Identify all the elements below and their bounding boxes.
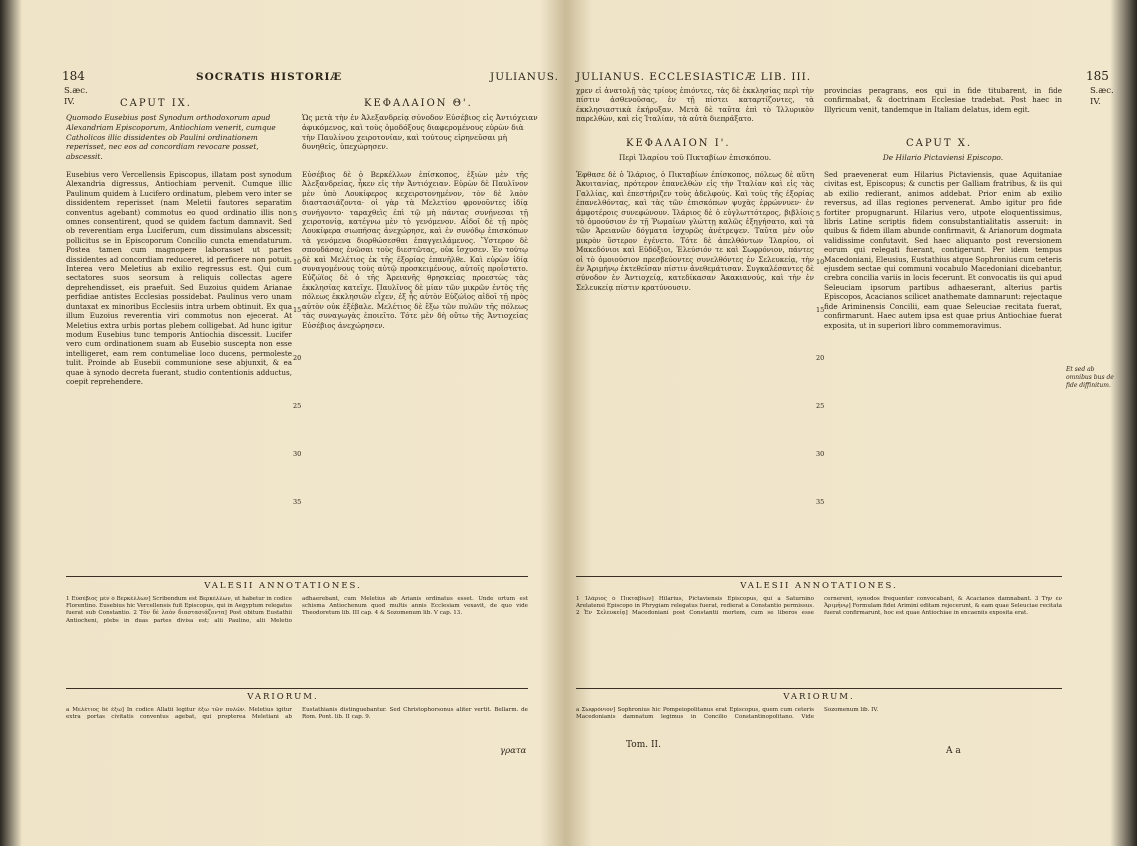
line-number: 25	[816, 402, 825, 410]
latin-column: Sed praevenerat eum Hilarius Pictaviensis, quae Aquitaniae civitas est, Episcopus; & cunctis per Galliam fratribus, & iis qui ab exilio redierant, animos addebat. Prior enim ab exilio reversus, ad illas regiones pervenerat. Ambo igitur pro fide fortiter propugnarunt. Hilarius vero, utpote eloquentissimus, libris Latine scriptis fidem consubstantialitatis asseruit: in quibus & fidem illam abunde confirmavit, & Arianorum dogmata validissime confutavit. Sed haec aliquanto post reversionem eorum qui relegati fuerant, contigerunt. Per idem tempus Macedoniani, Eleusius, Eustathius atque Sophronius cum ceteris ejusdem sectae qui communi vocabulo Macedoniani dicebantur, crebra concilia variis in locis fecerunt. Et convocatis iis qui apud Seleuciam ipsorum partibus adhaeserant, alterius partis Episcopos, Acacianos scilicet anathemate damnarunt: rejectaque fide Ariminensis Concilii, eam quae Seleuciae recitata fuerat, confirmarunt. Haec autem ipsa est quae prius Antiochiae fuerat exposita, ut in superiori libro commemoravimus.	[824, 170, 1062, 330]
line-number: 10	[816, 258, 825, 266]
margin-note: S.æc. IV.	[1090, 86, 1114, 107]
page-number: 184	[62, 69, 85, 83]
divider	[576, 576, 1062, 577]
chapter-heading-latin: CAPUT IX.	[120, 98, 192, 109]
line-number: 35	[816, 498, 825, 506]
line-number: 5	[293, 210, 298, 218]
greek-column: Ἐφθασε δὲ ὁ Ἱλάριος, ὁ Πικταβίων ἐπίσκοπος, πόλεως δὲ αὕτη Ἀκυιτανίας, πρότερον ἐπανελθών εἰς τὴν Ἰταλίαν καὶ εἰς τὰς Γαλλίας, καὶ ἐπεστήριζεν τοὺς ἀδελφούς. Καὶ τοὺς τῆς ἐξορίας ἐπανελθόντας, καὶ τὰς τῶν ἐπισκόπων ψυχὰς ἐρρώννυεν· ἐν ἀμφοτέροις συνεφώνουν. Ἱλάριος δὲ ὁ εὐγλωττότερος, βιβλίοις τὸ ὁμοούσιον ἐν τῇ Ῥωμαίων γλώττῃ καλῶς ἐξηγήσατο, καὶ τὰ τῶν Ἀρειανῶν δόγματα ἰσχυρῶς ἀνέτρεψεν. Ταῦτα μὲν οὖν μικρὸν ὕστερον ἐγένετο. Τότε δὲ ἀπελθόντων Ἱλαρίου, οἱ Μακεδόνιοι καὶ Εὐδόξιοι, Ἐλεύσιόν τε καὶ Σωφρόνιον, πάντες οἱ τὸ ὁμοιούσιον πρεσβεύοντες συνελθόντες ἐν Σελευκείᾳ, τὴν ἐν Ἀριμήνῳ ἐκτεθεῖσαν πίστιν ἀνεθεμάτισαν. Συγκαλέσαντες δὲ σύνοδον ἐν Ἀντιοχείᾳ, κατεδίκασαν Ἀκακιανούς, καὶ τὴν ἐν Σελευκείᾳ πίστιν κρατύνουσιν.	[576, 170, 814, 292]
line-number: 30	[293, 450, 302, 458]
running-title-right: JULIANUS.	[490, 71, 559, 83]
chapter-heading-latin: CAPUT X.	[906, 138, 972, 149]
side-margin-note: Et sed ab omnibus bus de fide diffinitum.	[1066, 366, 1114, 389]
line-number: 30	[816, 450, 825, 458]
notes-heading: VALESII ANNOTATIONES.	[740, 581, 898, 591]
catchword: γρατα	[500, 746, 527, 756]
chapter-heading-greek: ΚΕΦΑΛΑΙΟΝ Θ'.	[364, 98, 473, 109]
annotations: 1 Ἱλάριος ὁ Πικταβίων] Hilarius, Pictaviensis Episcopus, qui a Saturnino Arelatensi Episcopo in Phrygiam relegatus fuerat, redierat a Constantio permissus. 2 Ἐν Σελευκείᾳ] Macedoniani post Constantii mortem, cum se liberos esse cernerent, synodos frequenter convocabant, & Acacianos damnabant. 3 Τὴν ἐν Ἀριμήνῳ] Formulam fidei Arimini editam rejecerunt, & eam quae Seleuciae recitata fuerat confirmarunt, hoc est quae Antiochiae in encaeniis exposita erat.	[576, 596, 1062, 617]
latin-column-top: provincias peragrans, eos qui in fide titubarent, in fide confirmabat, & doctrinam Ecclesiae tradebat. Post haec in Illyricum venit, tandemque in Italiam delatus, idem egit.	[824, 86, 1062, 114]
running-title: JULIANUS. ECCLESIASTICÆ LIB. III.	[576, 71, 812, 83]
greek-column-top: χρεν εἰ ἀνατολῇ τὰς τρίους ἐπιόντες, τὰς δὲ ἐκκλησίας περὶ τὴν πίστιν ἀσθενοῦσας, ἐν τῇ πίστει καταρτίζοντες, τὰ ἐκκλησιαστικὰ ἐκήρυξαν. Μετὰ δὲ ταῦτα ἐπὶ τὸ Ἰλλυρικὸν παρελθὼν, καὶ εἰς Ἰταλίαν, τὰ αὐτὰ διεπράξατο.	[576, 86, 814, 124]
chapter-summary-latin: Quomodo Eusebius post Synodum orthodoxorum apud Alexandriam Episcoporum, Antiochiam venerit, cumque Catholicos illic dissidentes ob Paulini ordinationem reperisset, nec eos ad concordiam revocare posset, abscessit.	[66, 113, 276, 162]
divider	[66, 688, 528, 689]
notes-heading: VALESII ANNOTATIONES.	[204, 581, 362, 591]
line-number: 20	[293, 354, 302, 362]
divider	[66, 576, 528, 577]
variorum-heading: VARIORUM.	[783, 692, 855, 702]
annotations: 1 Εὐσέβιος μὲν ὁ Βερκέλλων] Scribendum est Βερκέλλων, ut habetur in codice Florentino. Eusebius hic Vercellensis fuit Episcopus, qui in Aegyptum relegatus fuerat sub Constantio. 2 Τὸν δὲ λαὸν διαστασιάζοντα] Post obitum Eustathii Antiocheni, plebs in duas partes divisa est; alii Paulino, alii Meletio adhaerebant, cum Meletius ab Arianis ordinatus esset. Unde ortum est schisma Antiochenum quod multis annis Ecclesiam vexavit, de quo vide Theodoretum lib. III cap. 4 & Sozomenum lib. V cap. 13.	[66, 596, 528, 624]
signature-mark: A a	[946, 746, 961, 756]
chapter-heading-greek: ΚΕΦΑΛΑΙΟΝ Ι'.	[626, 138, 731, 149]
variorum-heading: VARIORUM.	[247, 692, 319, 702]
line-number: 15	[816, 306, 825, 314]
greek-column: Εὐσέβιος δὲ ὁ Βερκέλλων ἐπίσκοπος, ἐξιὼν μὲν τῆς Ἀλεξανδρείας, ἧκεν εἰς τὴν Ἀντιόχειαν. Εὑρὼν δὲ Παυλῖνον μὲν ὑπὸ Λουκίφερος κεχειροτονημένον, τὸν δὲ λαὸν διαστασιάζοντα· οἱ γὰρ τὰ Μελετίου φρονοῦντες ἰδίᾳ συνήγοντο· ταραχθεὶς ἐπὶ τῷ μὴ πάντας συνῄνεσαι τῇ χειροτονίᾳ, κατέγνω μὲν τὸ γενόμενον. Αἰδοῖ δὲ τῇ πρὸς Λουκίφερα σιωπήσας ἀνεχώρησε, καὶ ἐν συνόδῳ ἐπισκόπων τὰ γενόμενα διορθώσεσθαι ἐπαγγειλάμενος. Ὕστερον δὲ σπουδάσας ἑνῶσαι τοὺς διεστῶτας, οὐκ ἴσχυσεν. Ἐν τούτῳ δὲ καὶ Μελέτιος ἐκ τῆς ἐξορίας ἐπανῆλθε. Καὶ εὑρὼν ἰδίᾳ συναγομένους τοὺς αὐτῷ προσκειμένους, αὐτοῖς προΐστατο. Εὐζώϊος δὲ ὁ τῆς Ἀρειανῆς θρησκείας προεστὼς τὰς ἐκκλησίας κατεῖχε. Παυλῖνος δὲ μίαν τῶν μικρῶν ἐντὸς τῆς πόλεως ἐκκλησιῶν εἶχεν, ἐξ ἧς αὐτὸν Εὐζώϊος αἰδοῖ τῇ πρὸς αὐτὸν οὐκ ἐξέβαλε. Μελέτιος δὲ ἔξω τῶν πυλῶν τῆς πόλεως τὰς συναγωγὰς ἐποιεῖτο. Τότε μὲν δὴ οὕτω τῆς Ἀντιοχείας Εὐσέβιος ἀνεχώρησεν.	[302, 170, 528, 330]
line-number: 10	[293, 258, 302, 266]
line-number: 25	[293, 402, 302, 410]
left-page	[0, 0, 566, 846]
line-number: 5	[816, 210, 821, 218]
line-number: 20	[816, 354, 825, 362]
line-number: 35	[293, 498, 302, 506]
volume-signature: Tom. II.	[626, 740, 661, 750]
chapter-summary-greek: Περὶ Ἱλαρίου τοῦ Πικταβίων ἐπισκόπου.	[618, 153, 772, 162]
right-page	[566, 0, 1137, 846]
divider	[576, 688, 1062, 689]
variorum-notes: a Σωφρόνιον] Sophronius hic Pompeiopolitanus erat Episcopus, quem cum ceteris Macedonianis damnatum legimus in Concilio Constantinopolitano. Vide Sozomenum lib. IV.	[576, 707, 879, 721]
line-number: 15	[293, 306, 302, 314]
latin-column: Eusebius vero Vercellensis Episcopus, illatam post synodum Alexandria digressus, Antiochiam pervenit. Cumque illic Paulinum quidem à Lucifero ordinatum, plebem vero inter se dissidentem reperisset (nam Meletii fautores separatim conventus agebant) commotus eo quod ordinatio illis non omnes consentirent, quod se quidem factum damnavit. Sed ob reverentiam erga Luciferum, cum dissimulans abscessit; pollicitus se in Episcoporum Concilio cuncta emendaturum. Postea tamen cum magnopere laborasset ut partes dissidentes ad concordiam reduceret, id perficere non potuit. Interea vero Meletius ab exilio regressus est. Qui cum sectatores suos seorsum à reliquis collectas agere deprehendisset, eis praefuit. Sed Euzoius quidem Arianae perfidiae antistes Ecclesias possidebat. Paulinus vero unam duntaxat ex minoribus Ecclesiis intra urbem obtinuit. Ex qua illum Euzoius reverentia viri commotus non ejecerat. At Meletius extra urbis portas plebem colligebat. Ad hunc igitur modum Eusebius tunc temporis Antiochia discessit. Lucifer vero cum ordinationem suam ab Eusebio suscepta non esse intelligeret, eam rem contumeliae loco ducens, permoleste tulit. Proinde ab Eusebii communione sese abjunxit, & ea quae à synodo decreta fuerant, studio contentionis adductus, coepit reprehendere.	[66, 170, 292, 386]
page-number: 185	[1086, 69, 1109, 83]
chapter-summary-latin: De Hilario Pictaviensi Episcopo.	[882, 153, 1004, 162]
margin-note: S.æc. IV.	[64, 86, 88, 107]
variorum-notes: a Μελέτιος δὲ ἔξω] In codice Allatii legitur ἔξω τῶν πυλῶν. Meletius igitur extra portas civitatis conventus agebat, qui propterea Meletiani ab Eustathianis distinguebantur. Sed Christophorsonus aliter vertit. Bellarm. de Rom. Pont. lib. II cap. 9.	[66, 707, 528, 721]
running-title: SOCRATIS HISTORIÆ	[196, 71, 343, 83]
chapter-summary-greek: Ὡς μετὰ τὴν ἐν Ἀλεξανδρείᾳ σύνοδον Εὐσέβιος εἰς Ἀντιόχειαν ἀφικόμενος, καὶ τοὺς ὁμοδόξους διαφερομένους εὑρὼν διὰ τὴν Παυλίνου χειροτονίαν, καὶ τούτους εἰρηνεῦσαι μὴ δυνηθείς, ὑπεχώρησεν.	[302, 113, 538, 152]
